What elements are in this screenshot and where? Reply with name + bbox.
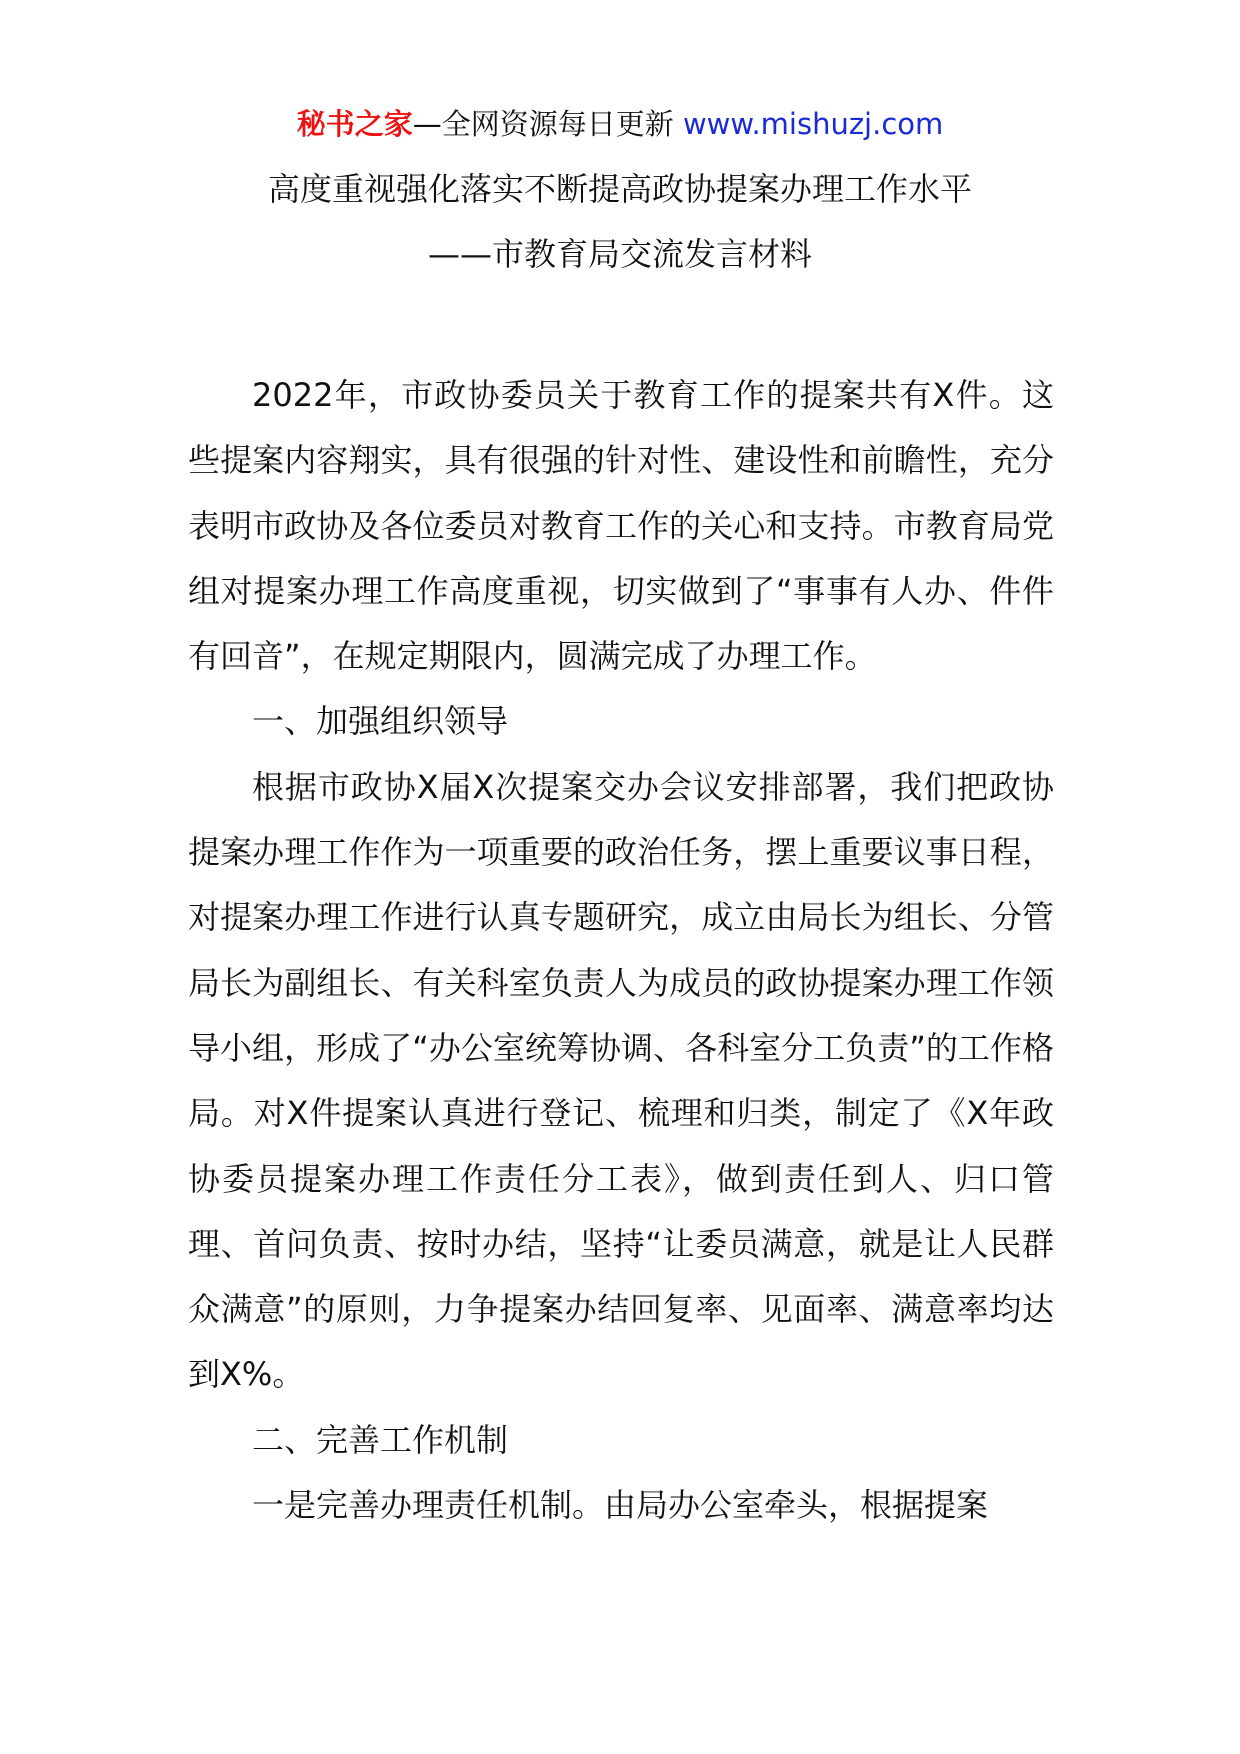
site-banner — [0, 104, 1240, 144]
document-subtitle: ——市教育局交流发言材料 — [427, 235, 812, 273]
paragraph-intro: 2022年，市政协委员关于教育工作的提案共有X件。这些提案内容翔实，具有很强的针对性、建设性和前瞻性，充分表明市政协及各位委员对教育工作的关心和支持。市教育局党组对提案办理工作高度重视，切实做到了“事事有人办、件件有回音”，在规定期限内，圆满完成了办理工作。 — [188, 376, 1054, 676]
site-url-link[interactable]: www.mishuzj.com — [682, 107, 944, 141]
banner-tagline: —全网资源每日更新 — [412, 107, 674, 141]
brand-name: 秘书之家 — [296, 107, 413, 141]
document-body — [188, 363, 1054, 1538]
paragraph-organization: 根据市政协X届X次提案交办会议安排部署，我们把政协提案办理工作作为一项重要的政治任务，摆上重要议事日程，对提案办理工作进行认真专题研究，成立由局长为组长、分管局长为副组长、有关科室负责人为成员的政协提案办理工作领导小组，形成了“办公室统筹协调、各科室分工负责”的工作格局。对X件提案认真进行登记、梳理和归类，制定了《X年政协委员提案办理工作责任分工表》，做到责任到人、归口管理、首问负责、按时办结，坚持“让委员满意，就是让人民群众满意”的原则，力争提案办结回复率、见面率、满意率均达到X%。 — [188, 767, 1054, 1394]
paragraph-mechanism: 一是完善办理责任机制。由局办公室牵头，根据提案 — [252, 1486, 989, 1525]
document-title: 高度重视强化落实不断提高政协提案办理工作水平 — [267, 170, 972, 208]
section-heading-2: 二、完善工作机制 — [252, 1420, 509, 1459]
section-heading-1: 一、加强组织领导 — [252, 702, 509, 741]
